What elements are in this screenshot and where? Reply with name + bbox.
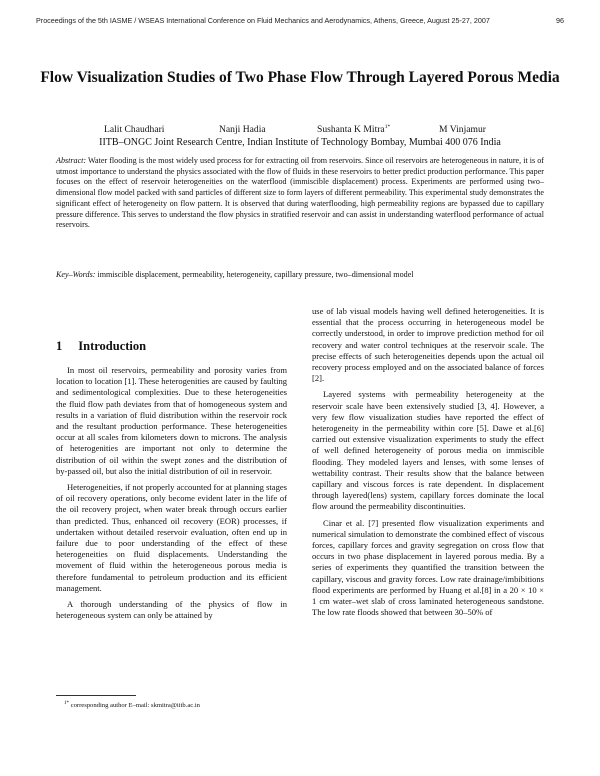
keywords — [56, 270, 544, 279]
footnote-text: corresponding author E–mail: skmitra@iitb.ac.in — [70, 702, 200, 710]
footnote-mark: 1* — [64, 701, 69, 706]
author-name: Sushanta K Mitra — [317, 124, 385, 136]
keywords-label: Key–Words: — [56, 270, 96, 279]
left-column — [56, 365, 287, 621]
author-name: Lalit Chaudhari — [104, 124, 165, 135]
abstract-text: Water flooding is the most widely used process for for extracting oil from reservoirs. Since oil reservoirs are heterogeneous in nature, it is of utmost importance to understand the physics associated with the flow of fluids in these reservoirs to better predict production performance. This paper focuses on the effect of reservoir heterogeneities on the waterflood (immiscible displacement) process. Experiments are performed using two–dimensional flow model packed with sand particles of different size to form layers of different permeability. This experimental study demonstrates the significant effect of heterogeneity on flow pattern. It is observed that during waterflooding, high permeability regions are bypassed due to capillary pressure difference. This serves to understand the flow physics in stratified reservoir and can assist in understanding waterflood performance of actual reservoirs. — [56, 156, 544, 230]
abstract-label: Abstract: — [56, 156, 87, 165]
section-title: Introduction — [78, 339, 147, 353]
section-heading — [56, 339, 146, 354]
paragraph: A thorough understanding of the physics of flow in heterogeneous system can only be attained by — [56, 599, 287, 621]
running-head — [36, 16, 564, 25]
abstract — [56, 156, 544, 231]
keywords-text: immiscible displacement, permeability, heterogeneity, capillary pressure, two–dimensional model — [97, 270, 414, 279]
paragraph: In most oil reservoirs, permeability and porosity varies from location to location [1]. These heterogenities are caused by faulting and sedimentological complexities. Due to these heterogeneities the fluid flow path deviates from that of homogeneous system and results in a variation of fluid distribution within the reservoir rock and the resultant production performance. These heterogeneities occur at all scales from kilometers down to microns. The analysis of heterogenities are important not only to determine the distribution of oil within the swept zones and the distribution of by-passed oil, but also the initial distribution of oil in reservoir. — [56, 365, 287, 476]
page-number: 96 — [556, 16, 564, 25]
right-column — [312, 306, 544, 618]
footnote — [64, 701, 200, 709]
section-number: 1 — [56, 339, 63, 353]
author-mark: 1* — [384, 124, 391, 130]
affiliation: IITB–ONGC Joint Research Centre, Indian Institute of Technology Bombay, Mumbai 400 076 India — [99, 137, 501, 148]
footnote-divider — [56, 695, 136, 696]
author-name-corresponding — [317, 124, 390, 135]
paragraph: Cinar et al. [7] presented flow visualization experiments and numerical simulation to demonstrate the combined effect of viscous forces, capillary forces and gravity segregation on cross flow that occurs in two phase displacement in layered porous media. By a series of experiments they quantified the transition between the capillary, viscous and gravity forces. Low rate drainage/imbibitions flood experiments are performed by Huang et al.[8] in a 20 × 10 × 1 cm water–wet slab of cross laminated heterogeneous sandstone. The low rate floods showed that between 30–50% of — [312, 517, 544, 618]
paragraph: Layered systems with permeability heterogeneity at the reservoir scale have been extensively studied [3, 4]. However, a very few flow visualization studies have reported the effect of heterogeneity in the permeability within core [5]. Dawe et al.[6] carried out extensive visualization experiments to study the effect of well defined heterogeneity of porous media on immiscible flooding. They modeled layers and lenses, with some lenses of wettability contrast. Their results show that the balance between capillary and viscous forces is rate dependent. In displacement through layered(lens) system, capillary forces dominate the local flow around the permeability discontinuities. — [312, 389, 544, 512]
author-name: Nanji Hadia — [219, 124, 266, 135]
paragraph: Heterogeneities, if not properly accounted for at planning stages of oil recovery operations, only become evident later in the life of the oil recovery project, when water break through occurs earlier than predicted. Thus, enhanced oil recovery (EOR) processes, if undertaken without detailed reservoir evaluation, often end up in failure due to poor understanding of the effect of these heterogeneities on fluid displacements. Understanding the movement of fluid within the heterogeneous porous media is therefore fundamental to petroleum production and its efficient management. — [56, 482, 287, 593]
paragraph: use of lab visual models having well defined heterogeneities. It is essential that the process occurring in heterogeneous model be correctly understood, in order to improve prediction method for oil recovery and water control techniques at the reservoir scale. The precise effects of such heterogeneities depends upon the actual oil recovery process employed and on the associated balance of forces [2]. — [312, 306, 544, 384]
paper-title: Flow Visualization Studies of Two Phase Flow Through Layered Porous Media — [40, 69, 560, 86]
running-head-text: Proceedings of the 5th IASME / WSEAS International Conference on Fluid Mechanics and Aerodynamics, Athens, Greece, August 25-27, 2007 — [36, 16, 490, 25]
author-name: M Vinjamur — [439, 124, 486, 135]
